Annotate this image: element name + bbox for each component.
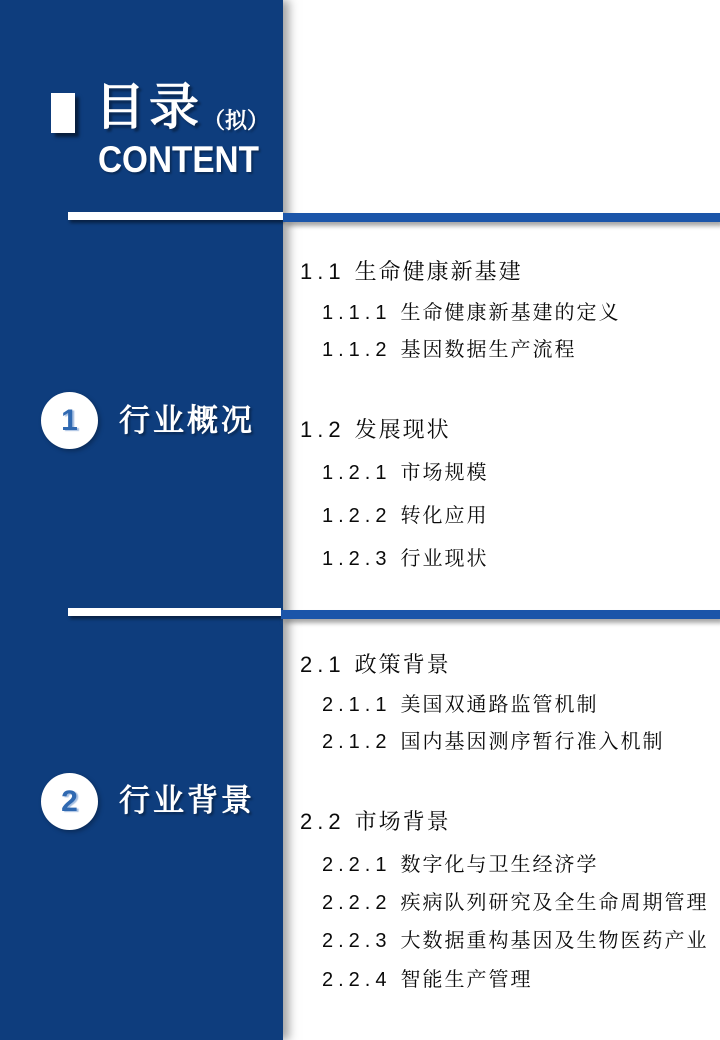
toc-item [322, 300, 620, 326]
toc-label: 基因数据生产流程 [400, 339, 577, 361]
toc-number: 2.1 [300, 652, 346, 677]
toc-number: 2.1.1 [322, 694, 392, 716]
section-1-title: 行业概况 [119, 403, 255, 438]
toc-item [322, 546, 488, 572]
toc-group-heading [300, 807, 451, 837]
toc-label: 转化应用 [400, 505, 489, 527]
toc-number: 2.1.2 [322, 731, 392, 753]
toc-item [322, 460, 488, 486]
toc-label: 美国双通路监管机制 [400, 694, 599, 716]
toc-label: 生命健康新基建的定义 [400, 302, 621, 324]
toc-label: 大数据重构基因及生物医药产业 [400, 930, 709, 952]
toc-number: 2.2.4 [322, 969, 392, 991]
toc-label: 生命健康新基建 [354, 259, 523, 284]
toc-number: 2.2.1 [322, 854, 392, 876]
divider-top-white [68, 212, 283, 220]
toc-item [322, 890, 708, 916]
toc-label: 市场背景 [354, 809, 451, 834]
toc-label: 政策背景 [354, 652, 451, 677]
toc-label: 行业现状 [400, 548, 489, 570]
toc-label: 发展现状 [354, 417, 451, 442]
section-1-badge [41, 392, 98, 449]
toc-label: 市场规模 [400, 462, 489, 484]
page-title-english: CONTENT [98, 139, 259, 180]
section-2-badge [41, 773, 98, 830]
toc-number: 2.2.3 [322, 930, 392, 952]
toc-number: 2.2 [300, 809, 346, 834]
section-2-number: 2 [61, 784, 78, 818]
toc-number: 1.2.3 [322, 548, 392, 570]
section-1-number: 1 [61, 403, 78, 437]
toc-item [322, 967, 532, 993]
section-2-title: 行业背景 [119, 783, 255, 818]
toc-item [322, 337, 576, 363]
toc-label: 智能生产管理 [400, 969, 533, 991]
divider-middle-blue [281, 610, 720, 619]
toc-group-heading [300, 257, 523, 287]
toc-number: 1.2 [300, 417, 346, 442]
toc-item [322, 692, 598, 718]
toc-number: 1.2.1 [322, 462, 392, 484]
toc-label: 数字化与卫生经济学 [400, 854, 599, 876]
toc-item [322, 503, 488, 529]
toc-label: 疾病队列研究及全生命周期管理 [400, 892, 709, 914]
toc-label: 国内基因测序暂行准入机制 [400, 731, 665, 753]
page-title-suffix: （拟） [203, 108, 270, 133]
toc-number: 1.2.2 [322, 505, 392, 527]
toc-number: 1.1 [300, 259, 346, 284]
square-bullet-icon [51, 93, 75, 133]
toc-group-heading [300, 650, 451, 680]
divider-top-blue [283, 213, 720, 222]
toc-item [322, 928, 708, 954]
toc-item [322, 852, 598, 878]
page-title: 目录 [95, 79, 203, 135]
divider-middle-white [68, 608, 281, 616]
toc-number: 2.2.2 [322, 892, 392, 914]
toc-item [322, 729, 664, 755]
toc-number: 1.1.1 [322, 302, 392, 324]
toc-number: 1.1.2 [322, 339, 392, 361]
toc-group-heading [300, 415, 451, 445]
